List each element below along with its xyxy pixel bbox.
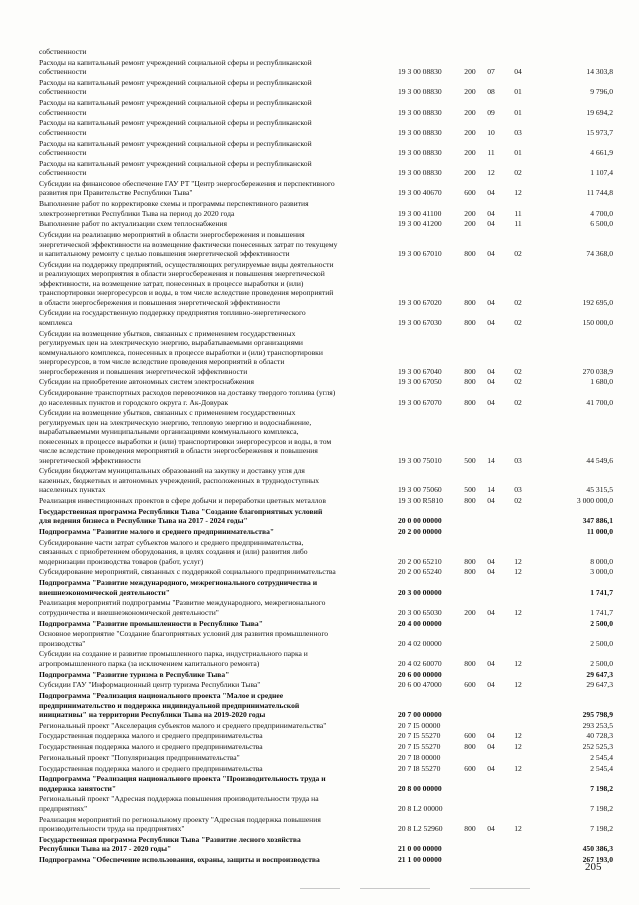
row-subsection: 02 — [514, 377, 522, 387]
row-description — [39, 527, 389, 537]
row-description — [39, 260, 389, 308]
description-line: Подпрограмма "Развитие промышленности в Республике Тыва" — [39, 618, 263, 628]
row-section: 04 — [487, 680, 495, 690]
description-line: Субсидирование транспортных расходов перевозчиков на доставку твердого топлива (угля) — [39, 388, 336, 397]
description-line: Выполнение работ по корректировке схемы и программы перспективного развития — [39, 199, 309, 209]
row-code: 20 4 00 00000 — [398, 618, 442, 628]
row-description — [39, 159, 389, 178]
row-amount: 19 694,2 — [586, 107, 613, 117]
row-description — [39, 308, 389, 327]
description-line: предприятиях" — [39, 803, 88, 813]
description-line: Субсидии на поддержку предприятий, осуществляющих регулируемые виды деятельности — [39, 259, 334, 269]
row-subsection: 02 — [514, 496, 522, 506]
row-section: 04 — [487, 249, 495, 258]
row-amount: 2 545,4 — [590, 752, 613, 762]
row-amount: 267 193,0 — [582, 855, 613, 864]
description-line: Расходы на капитальный ремонт учреждений социальной сферы и республиканской — [39, 98, 312, 108]
row-amount: 2 545,4 — [590, 763, 613, 773]
row-subsection: 03 — [514, 127, 522, 137]
row-amount: 1 741,7 — [590, 607, 613, 617]
row-amount: 295 798,9 — [582, 710, 613, 719]
row-subsection: 02 — [514, 397, 522, 407]
row-code: 19 3 00 08830 — [398, 87, 442, 97]
row-subsection: 04 — [514, 67, 522, 77]
description-line: эффективности, на возмещение затрат, понесенных в процессе выработки и (или) — [39, 278, 304, 288]
row-description — [39, 230, 389, 259]
description-line: и капитальному ремонту с целью повышения энергетической эффективности — [39, 249, 290, 258]
description-line: Подпрограмма "Развитие малого и среднего предпринимательства" — [39, 527, 275, 536]
row-expense-type: 200 — [464, 168, 476, 178]
row-expense-type: 800 — [464, 397, 476, 407]
row-amount: 2 500,0 — [590, 638, 613, 648]
row-description — [39, 619, 389, 629]
description-line: модернизации производства товаров (работ, услуг) — [39, 556, 204, 566]
description-line: и реализующих мероприятия в области энергосбережения и повышения энергетической — [39, 269, 325, 279]
row-code: 20 8 L2 52960 — [398, 824, 443, 834]
footer-rule — [360, 888, 430, 889]
description-line: Подпрограмма "Реализация национального проекта "Малое и среднее — [39, 691, 284, 700]
row-description — [39, 199, 389, 218]
row-code: 20 8 L2 00000 — [398, 803, 443, 813]
row-code: 20 7 00 00000 — [398, 710, 442, 719]
description-line: производительности труда на предприятиях" — [39, 824, 185, 834]
row-subsection: 02 — [514, 168, 522, 178]
row-description — [39, 78, 389, 97]
row-amount: 4 661,9 — [590, 148, 613, 157]
row-code: 20 4 02 00000 — [398, 638, 442, 648]
row-description — [39, 721, 389, 731]
row-code: 19 3 00 08830 — [398, 107, 442, 117]
description-line: Субсидии на финансовое обеспечение ГАУ РТ "Центр энергосбережения и перспективного — [39, 178, 335, 188]
row-subsection: 12 — [514, 567, 522, 577]
row-section: 04 — [487, 317, 495, 327]
description-line: энергосбережения и повышения энергетической эффективности — [39, 366, 248, 376]
row-subsection: 12 — [514, 658, 522, 668]
row-code: 20 3 00 65030 — [398, 607, 442, 617]
row-code: 20 3 00 00000 — [398, 587, 442, 597]
row-code: 19 3 00 08830 — [398, 168, 442, 178]
row-description — [39, 139, 389, 158]
row-code: 19 3 00 08830 — [398, 67, 442, 77]
row-subsection: 12 — [514, 188, 522, 198]
row-amount: 41 700,0 — [586, 397, 613, 407]
description-line: развития при Правительстве Республики Тыва" — [39, 188, 193, 198]
row-description — [39, 219, 389, 229]
row-subsection: 12 — [514, 824, 522, 834]
description-line: Региональный проект "Популяризация предпринимательства" — [39, 752, 240, 762]
row-section: 11 — [487, 148, 495, 157]
row-amount: 7 198,2 — [590, 824, 613, 834]
row-description — [39, 567, 389, 577]
row-description — [39, 388, 389, 407]
row-amount: 14 303,8 — [586, 67, 613, 77]
row-expense-type: 800 — [464, 366, 476, 376]
row-code: 20 2 00 00000 — [398, 527, 442, 536]
row-subsection: 01 — [514, 148, 522, 157]
row-code: 20 2 00 65240 — [398, 567, 442, 577]
row-code: 20 6 00 00000 — [398, 669, 442, 679]
row-subsection: 02 — [514, 317, 522, 327]
description-line: Реализация мероприятий подпрограммы "Развитие международного, межрегионального — [39, 598, 326, 608]
row-section: 08 — [487, 87, 495, 97]
description-line: Субсидии на создание и развитие промышленного парка, индустриального парка и — [39, 649, 308, 659]
description-line: Подпрограмма "Реализация национального проекта "Производительность труда и — [39, 774, 326, 784]
description-line: для ведения бизнеса в Республике Тыва на 2017 - 2024 годы" — [39, 516, 248, 526]
description-line: Субсидирование мероприятий, связанных с поддержкой социального предпринимательства — [39, 567, 336, 577]
row-subsection: 02 — [514, 249, 522, 258]
row-description — [39, 538, 389, 567]
row-code: 20 7 I8 00000 — [398, 752, 441, 762]
row-expense-type: 600 — [464, 763, 476, 773]
row-subsection: 11 — [514, 208, 522, 218]
description-line: Расходы на капитальный ремонт учреждений социальной сферы и республиканской — [39, 138, 312, 148]
row-subsection: 12 — [514, 556, 522, 566]
row-description — [39, 47, 389, 57]
row-section: 04 — [487, 607, 495, 617]
row-code: 20 8 00 00000 — [398, 783, 442, 793]
row-section: 04 — [487, 397, 495, 407]
description-line: Субсидии на государственную поддержку предприятия топливно-энергетического — [39, 308, 306, 318]
row-amount: 1 107,4 — [590, 168, 613, 178]
row-expense-type: 200 — [464, 607, 476, 617]
description-line: Выполнение работ по актуализации схем теплоснабжения — [39, 219, 227, 229]
row-amount: 293 253,5 — [582, 720, 613, 730]
row-description — [39, 466, 389, 495]
row-section: 04 — [487, 188, 495, 198]
description-line: Государственная поддержка малого и среднего предпринимательства — [39, 763, 263, 773]
row-description — [39, 118, 389, 137]
description-line: собственности — [39, 107, 87, 117]
row-description — [39, 98, 389, 117]
description-line: производства" — [39, 638, 86, 648]
row-subsection: 12 — [514, 731, 522, 741]
row-code: 19 3 00 41200 — [398, 219, 442, 229]
row-amount: 44 549,6 — [586, 455, 613, 465]
description-line: Субсидирование части затрат субъектов малого и среднего предпринимательства, — [39, 537, 304, 547]
row-amount: 45 315,5 — [586, 485, 613, 495]
row-amount: 3 000,0 — [590, 567, 613, 577]
description-line: Подпрограмма "Обеспечение использования, охраны, защиты и воспроизводства — [39, 855, 320, 864]
row-amount: 2 500,0 — [590, 618, 613, 628]
row-expense-type: 200 — [464, 87, 476, 97]
row-code: 20 7 I5 55270 — [398, 742, 441, 752]
row-amount: 7 198,2 — [590, 783, 613, 793]
row-expense-type: 200 — [464, 107, 476, 117]
description-line: собственности — [39, 127, 87, 137]
description-line: Расходы на капитальный ремонт учреждений социальной сферы и республиканской — [39, 118, 312, 128]
row-section: 04 — [487, 496, 495, 506]
row-expense-type: 200 — [464, 148, 476, 157]
description-line: Субсидии на возмещение убытков, связанных с применением государственных — [39, 408, 296, 418]
description-line: Реализация мероприятий по региональному проекту "Адресная поддержка повышения — [39, 814, 321, 824]
description-line: собственности — [39, 168, 87, 178]
row-code: 19 3 00 08830 — [398, 127, 442, 137]
row-subsection: 12 — [514, 607, 522, 617]
row-code: 21 0 00 00000 — [398, 844, 442, 854]
row-expense-type: 800 — [464, 742, 476, 752]
description-line: в области энергосбережения и повышения энергетической эффективности — [39, 297, 281, 307]
row-description — [39, 764, 389, 774]
row-expense-type: 800 — [464, 567, 476, 577]
row-expense-type: 800 — [464, 297, 476, 307]
description-line: регулируемых цен на электрическую энергию, тепловую энергию и водоснабжение, — [39, 417, 312, 427]
description-line: Государственная поддержка малого и среднего предпринимательства — [39, 731, 263, 741]
row-subsection: 11 — [514, 219, 522, 229]
row-subsection: 03 — [514, 485, 522, 495]
row-section: 07 — [487, 67, 495, 77]
row-section: 04 — [487, 556, 495, 566]
description-line: казенных, бюджетных и автономных учреждений, расположенных в труднодоступных — [39, 475, 320, 485]
row-code: 19 3 00 75010 — [398, 455, 442, 465]
description-line: Расходы на капитальный ремонт учреждений социальной сферы и республиканской — [39, 77, 312, 87]
row-section: 04 — [487, 742, 495, 752]
description-line: собственности — [39, 67, 87, 77]
row-expense-type: 500 — [464, 455, 476, 465]
row-expense-type: 800 — [464, 824, 476, 834]
row-subsection: 01 — [514, 107, 522, 117]
row-description — [39, 408, 389, 465]
row-expense-type: 800 — [464, 556, 476, 566]
row-amount: 11 000,0 — [586, 527, 613, 536]
row-code: 19 3 00 67040 — [398, 366, 442, 376]
row-description — [39, 496, 389, 506]
row-section: 04 — [487, 567, 495, 577]
row-description — [39, 835, 389, 854]
description-line: Подпрограмма "Развитие международного, межрегионального сотрудничества и — [39, 578, 318, 588]
description-line: внешнеэкономической деятельности" — [39, 587, 170, 597]
row-amount: 2 500,0 — [590, 658, 613, 668]
row-amount: 40 728,3 — [586, 731, 613, 741]
row-code: 19 3 00 R5810 — [398, 496, 443, 506]
row-code: 19 3 00 67010 — [398, 249, 442, 258]
description-line: энергоресурсов, в том числе вследствие проведения мероприятий в области — [39, 357, 285, 367]
description-line: понесенных в процессе выработки и (или) транспортировки энергоресурсов и воды, в том — [39, 436, 332, 446]
row-code: 19 3 00 67070 — [398, 397, 442, 407]
row-description — [39, 629, 389, 648]
row-code: 19 3 00 67020 — [398, 297, 442, 307]
row-amount: 270 038,9 — [582, 366, 613, 376]
description-line: энергетической эффективности — [39, 455, 141, 465]
row-description — [39, 774, 389, 793]
row-section: 04 — [487, 377, 495, 387]
row-description — [39, 670, 389, 680]
row-description — [39, 731, 389, 741]
row-description — [39, 507, 389, 526]
row-code: 19 3 00 75060 — [398, 485, 442, 495]
row-code: 19 3 00 08830 — [398, 148, 442, 157]
description-line: коммунального комплекса, понесенных в процессе выработки и (или) транспортировки — [39, 347, 323, 357]
row-code: 19 3 00 41100 — [398, 208, 442, 218]
description-line: предпринимательство и поддержка индивидуальной предпринимательской — [39, 700, 300, 710]
description-line: Субсидии на возмещение убытков, связанных с применением государственных — [39, 328, 296, 338]
row-section: 04 — [487, 824, 495, 834]
description-line: регулируемых цен на электрическую энергию, вырабатываемыми организациями — [39, 338, 303, 348]
row-expense-type: 600 — [464, 680, 476, 690]
row-subsection: 12 — [514, 763, 522, 773]
row-expense-type: 800 — [464, 317, 476, 327]
row-description — [39, 329, 389, 377]
row-subsection: 12 — [514, 742, 522, 752]
row-subsection: 12 — [514, 680, 522, 690]
row-description — [39, 578, 389, 597]
row-section: 04 — [487, 731, 495, 741]
row-section: 04 — [487, 366, 495, 376]
row-amount: 7 198,2 — [590, 803, 613, 813]
row-description — [39, 753, 389, 763]
row-code: 20 7 I5 55270 — [398, 731, 441, 741]
row-section: 10 — [487, 127, 495, 137]
row-amount: 74 368,0 — [586, 249, 613, 258]
row-code: 19 3 00 67030 — [398, 317, 442, 327]
row-amount: 6 500,0 — [590, 219, 613, 229]
description-line: Республики Тыва на 2017 - 2020 годы" — [39, 844, 172, 854]
row-expense-type: 600 — [464, 731, 476, 741]
description-line: до населенных пунктов и городского округа г. Ак-Довурак — [39, 397, 229, 407]
description-line: Субсидии на реализацию мероприятий в области энергосбережения и повышения — [39, 230, 305, 239]
row-expense-type: 800 — [464, 658, 476, 668]
description-line: Реализация инвестиционных проектов в сфере добычи и переработки цветных металлов — [39, 496, 326, 506]
row-section: 04 — [487, 658, 495, 668]
row-description — [39, 598, 389, 617]
row-amount: 1 680,0 — [590, 377, 613, 387]
row-amount: 15 973,7 — [586, 127, 613, 137]
row-code: 20 4 02 60070 — [398, 658, 442, 668]
description-line: сотрудничества и внешнеэкономической деятельности" — [39, 607, 219, 617]
row-amount: 450 386,3 — [582, 844, 613, 854]
row-amount: 192 695,0 — [582, 297, 613, 307]
row-amount: 29 647,3 — [586, 680, 613, 690]
description-line: транспортировки энергоресурсов и воды, в том числе вследствие проведения мероприятий — [39, 288, 334, 298]
row-code: 21 1 00 00000 — [398, 855, 442, 864]
description-line: Субсидии ГАУ "Информационный центр туризма Республики Тыва" — [39, 680, 261, 690]
description-line: Государственная программа Республики Тыва "Создание благоприятных условий — [39, 506, 323, 516]
description-line: числе вследствие проведения мероприятий в области энергосбережения и повышения — [39, 446, 318, 456]
row-code: 20 7 I5 00000 — [398, 720, 441, 730]
row-description — [39, 794, 389, 813]
row-amount: 11 744,8 — [586, 188, 613, 198]
row-description — [39, 691, 389, 720]
row-subsection: 02 — [514, 366, 522, 376]
row-expense-type: 200 — [464, 219, 476, 229]
row-subsection: 03 — [514, 455, 522, 465]
row-code: 19 3 00 67050 — [398, 377, 442, 387]
row-subsection: 02 — [514, 297, 522, 307]
row-amount: 4 700,0 — [590, 208, 613, 218]
row-expense-type: 200 — [464, 127, 476, 137]
row-amount: 1 741,7 — [590, 587, 613, 597]
description-line: связанных с приобретением оборудования, в целях создания и (или) развития либо — [39, 547, 308, 557]
row-amount: 150 000,0 — [582, 317, 613, 327]
description-line: населенных пунктах — [39, 485, 106, 495]
row-subsection: 01 — [514, 87, 522, 97]
row-description — [39, 377, 389, 387]
row-expense-type: 200 — [464, 208, 476, 218]
description-line: вырабатываемыми муниципальными организациями коммунального комплекса, — [39, 427, 299, 437]
row-expense-type: 600 — [464, 188, 476, 198]
description-line: комплекса — [39, 317, 73, 327]
row-section: 04 — [487, 219, 495, 229]
description-line: Расходы на капитальный ремонт учреждений социальной сферы и республиканской — [39, 57, 312, 67]
row-code: 20 2 00 65210 — [398, 556, 442, 566]
row-amount: 347 886,1 — [582, 516, 613, 526]
description-line: энергетической эффективности на возмещение фактически понесенных затрат по текущему — [39, 239, 338, 249]
row-description — [39, 855, 389, 865]
description-line: Региональный проект "Акселерация субъектов малого и среднего предпринимательства" — [39, 720, 327, 730]
row-amount: 8 000,0 — [590, 556, 613, 566]
row-expense-type: 800 — [464, 496, 476, 506]
description-line: электроэнергетики Республики Тыва на период до 2020 года — [39, 208, 235, 218]
footer-rule — [470, 888, 530, 889]
page-number: 205 — [585, 861, 602, 873]
row-amount: 9 796,0 — [590, 87, 613, 97]
row-expense-type: 800 — [464, 377, 476, 387]
row-code: 19 3 00 40670 — [398, 188, 442, 198]
row-amount: 3 000 000,0 — [576, 496, 613, 506]
description-line: поддержка занятости" — [39, 783, 117, 793]
description-line: Расходы на капитальный ремонт учреждений социальной сферы и республиканской — [39, 158, 312, 168]
row-code: 20 6 00 47000 — [398, 680, 442, 690]
description-line: Государственная поддержка малого и среднего предпринимательства — [39, 742, 263, 752]
description-line: Подпрограмма "Развитие туризма в Республике Тыва" — [39, 669, 230, 679]
row-description — [39, 680, 389, 690]
description-line: Региональный проект "Адресная поддержка повышения производительности труда на — [39, 794, 319, 804]
row-description — [39, 58, 389, 77]
row-code: 20 0 00 00000 — [398, 516, 442, 526]
description-line: агропромышленного парка (за исключением капитального ремонта) — [39, 658, 260, 668]
footer-rule — [300, 888, 340, 889]
row-section: 14 — [487, 455, 495, 465]
row-description — [39, 179, 389, 198]
row-expense-type: 200 — [464, 67, 476, 77]
row-section: 12 — [487, 168, 495, 178]
row-amount: 252 525,3 — [582, 742, 613, 752]
row-section: 04 — [487, 208, 495, 218]
description-line: Субсидии на приобретение автономных систем электроснабжения — [39, 377, 254, 387]
description-line: собственности — [39, 148, 87, 157]
description-line: инициативы" на территории Республики Тыва на 2019-2020 годы — [39, 710, 266, 719]
description-line: собственности — [39, 87, 87, 97]
row-section: 14 — [487, 485, 495, 495]
description-line: собственности — [39, 47, 87, 56]
description-line: Государственная программа Республики Тыва "Развитие лесного хозяйства — [39, 834, 301, 844]
row-description — [39, 742, 389, 752]
row-expense-type: 800 — [464, 249, 476, 258]
row-description — [39, 815, 389, 834]
description-line: Субсидии бюджетам муниципальных образований на закупку и доставку угля для — [39, 466, 305, 476]
row-section: 09 — [487, 107, 495, 117]
row-description — [39, 649, 389, 668]
row-expense-type: 500 — [464, 485, 476, 495]
row-code: 20 7 I8 55270 — [398, 763, 441, 773]
row-section: 04 — [487, 297, 495, 307]
row-amount: 29 647,3 — [586, 669, 613, 679]
row-section: 04 — [487, 763, 495, 773]
description-line: Основное мероприятие "Создание благоприятных условий для развития промышленного — [39, 629, 329, 639]
